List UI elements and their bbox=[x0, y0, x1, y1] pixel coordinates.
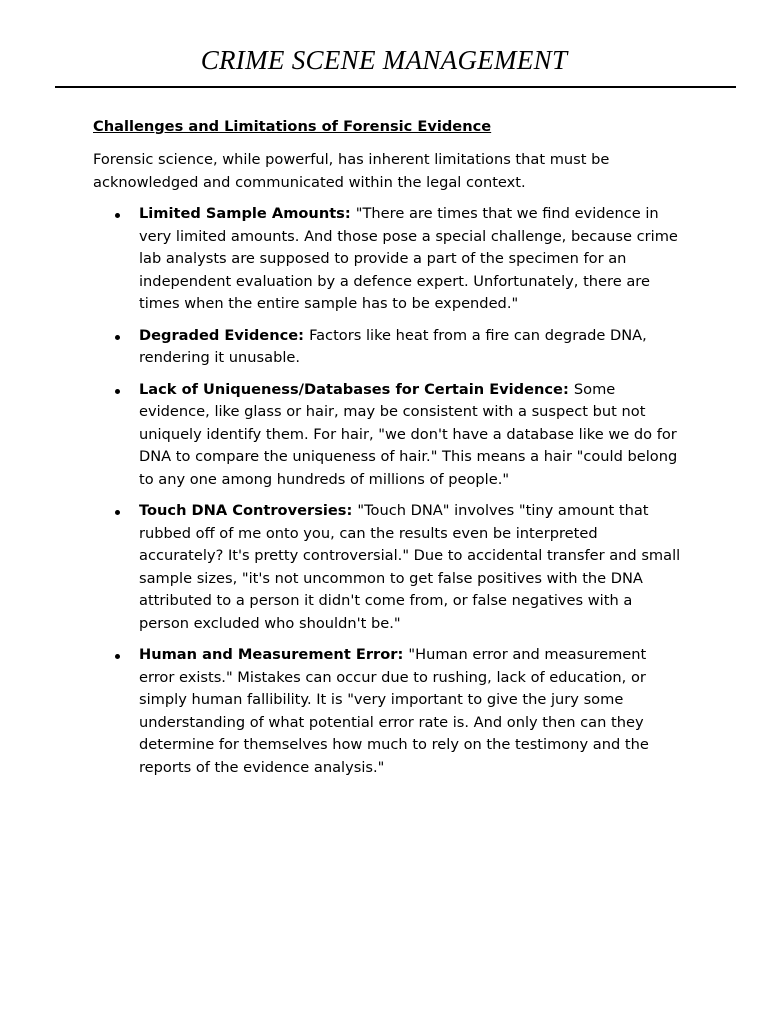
list-item-lack-of-uniqueness bbox=[93, 379, 683, 492]
bullet-icon bbox=[115, 335, 120, 340]
title-divider bbox=[55, 86, 736, 88]
intro-paragraph: Forensic science, while powerful, has inherent limitations that must be acknowledged and communicated within the legal context. bbox=[93, 151, 610, 191]
bullet-term: Limited Sample Amounts: bbox=[139, 205, 356, 222]
bullet-icon bbox=[115, 654, 120, 659]
bullet-icon bbox=[115, 213, 120, 218]
bullet-term: Touch DNA Controversies: bbox=[139, 502, 358, 519]
bullet-term: Degraded Evidence: bbox=[139, 326, 310, 344]
document-body bbox=[93, 115, 683, 788]
bullet-term: Human and Measurement Error: bbox=[139, 646, 409, 663]
bullet-text: Some evidence, like glass or hair, may be consistent with a suspect but not uniquely identify them. For hair, "we don't have a database like we do for DNA to compare the uniqueness of hair." This means a hair "could belong to any one among hundreds of millions of people." bbox=[139, 380, 678, 488]
bullet-term: Lack of Uniqueness/Databases for Certain Evidence: bbox=[139, 380, 574, 398]
bullet-icon bbox=[115, 510, 120, 515]
list-item-degraded-evidence bbox=[93, 325, 683, 370]
bullet-icon bbox=[115, 389, 120, 394]
list-item-limited-sample bbox=[93, 203, 683, 316]
bullet-text: Factors like heat from a fire can degrade DNA, rendering it unusable. bbox=[139, 326, 647, 366]
bullet-text: "There are times that we find evidence in very limited amounts. And those pose a special challenge, because crime lab analysts are supposed to provide a part of the specimen for an independent evaluation by a defence expert. Unfortunately, there are times when the entire sample has to be expended." bbox=[139, 205, 678, 312]
document-title: CRIME SCENE MANAGEMENT bbox=[200, 45, 568, 75]
list-item-touch-dna bbox=[93, 500, 683, 635]
list-item-human-error bbox=[93, 644, 683, 779]
bullet-text: "Touch DNA" involves "tiny amount that rubbed off of me onto you, can the results even be interpreted accurately? It's pretty controversial." Due to accidental transfer and small sample sizes, "it's not uncommon to get false positives with the DNA attributed to a person it didn't come from, or false negatives with a person excluded who shouldn't be." bbox=[139, 502, 681, 632]
bullet-text: "Human error and measurement error exists." Mistakes can occur due to rushing, lack of education, or simply human fallibility. It is "very important to give the jury some understanding of what potential error rate is. And only then can they determine for themselves how much to rely on the testimony and the reports of the evidence analysis." bbox=[139, 646, 649, 776]
limitations-list bbox=[93, 203, 683, 779]
section-heading: Challenges and Limitations of Forensic Evidence bbox=[93, 118, 492, 135]
